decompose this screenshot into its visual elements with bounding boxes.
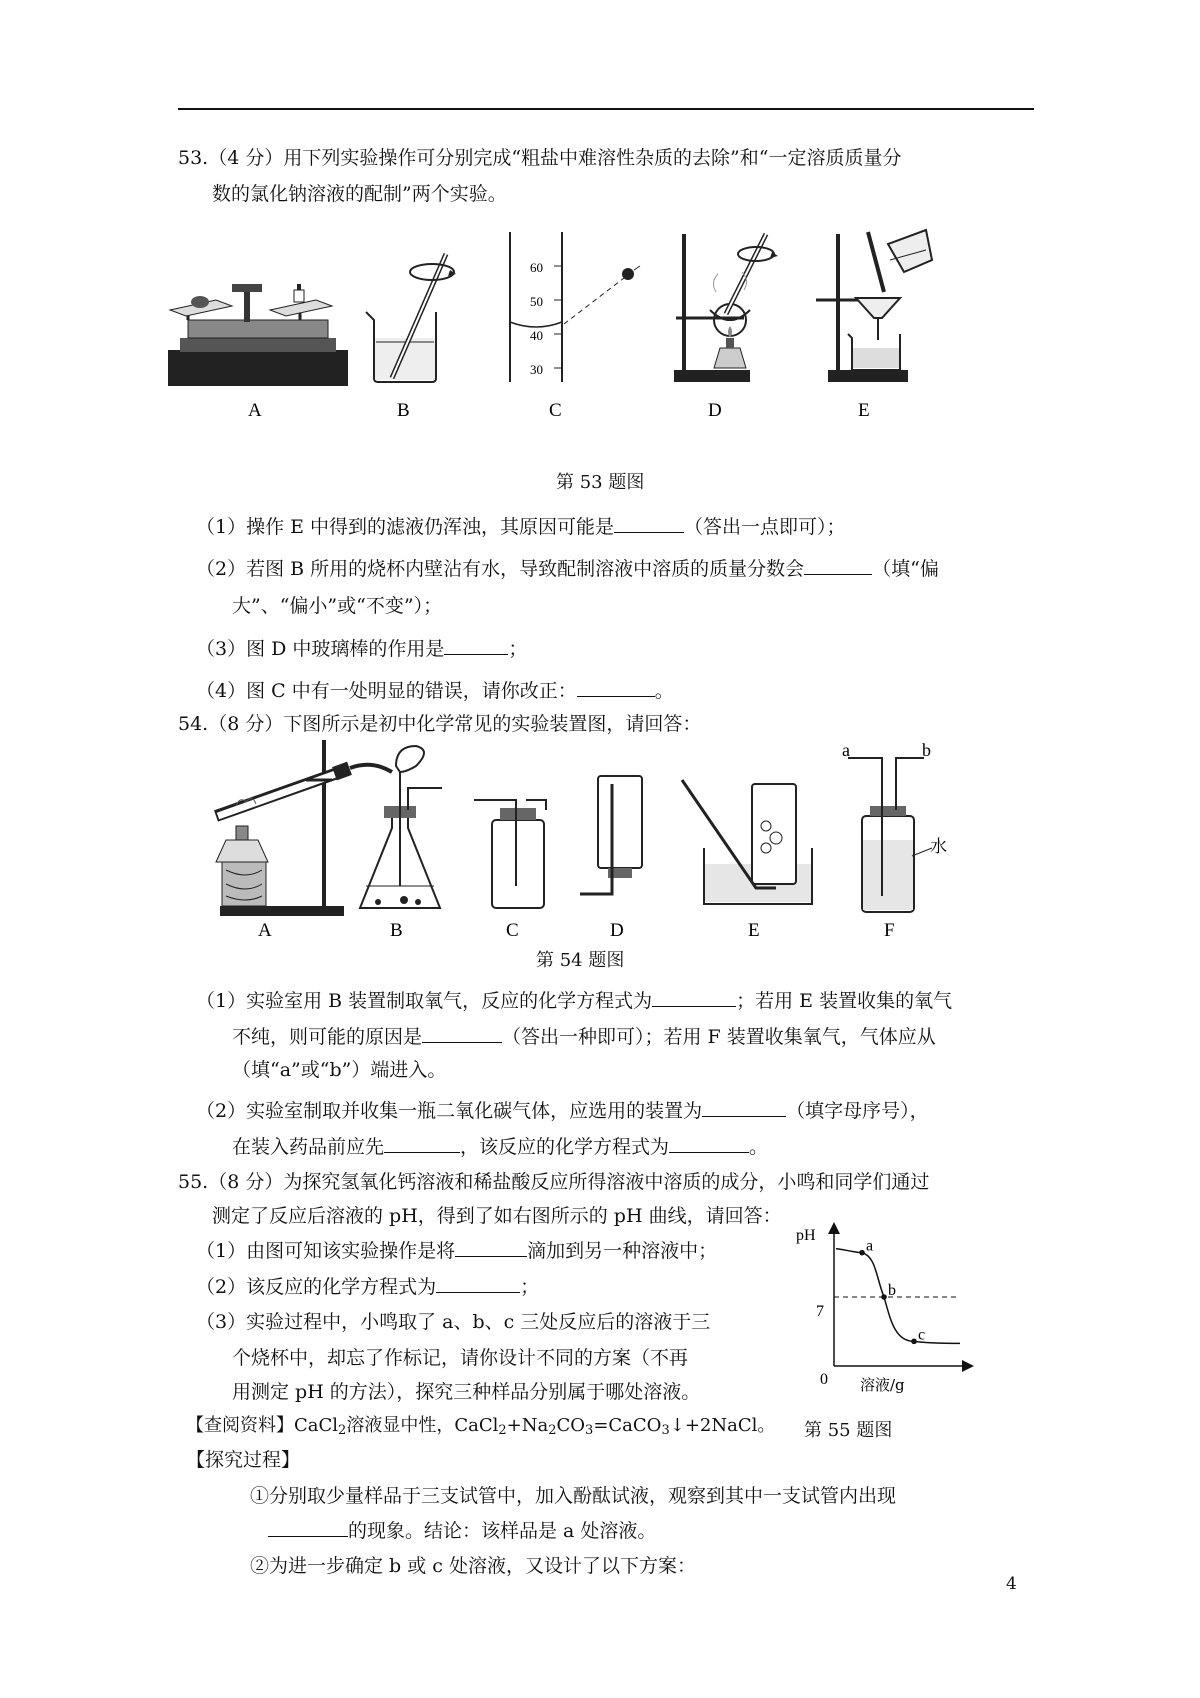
answer-blank[interactable] (669, 1134, 749, 1153)
cylinder-tick-30: 30 (530, 362, 543, 377)
answer-blank[interactable] (384, 1134, 460, 1153)
answer-blank[interactable] (577, 678, 655, 697)
q55-subq-2-text: （2）该反应的化学方程式为 (196, 1276, 437, 1298)
q54-label-e: E (748, 920, 760, 941)
q53-subq-4-tail: 。 (654, 680, 674, 702)
answer-blank[interactable] (455, 1238, 527, 1257)
cylinder-tick-50: 50 (530, 294, 543, 309)
q53-label-e: E (858, 400, 870, 421)
q53-subq-2-text: （2）若图 B 所用的烧杯内壁沾有水，导致配制溶液中溶质的质量分数会 (196, 558, 805, 580)
q55-intro-line-2: 测定了反应后溶液的 pH，得到了如右图所示的 pH 曲线，请回答： (212, 1205, 782, 1227)
q55-subq-1-tail: 滴加到另一种溶液中； (527, 1240, 718, 1262)
beaker-stir-figure-b (366, 254, 456, 382)
q54-subq-2-tail-2: 。 (749, 1136, 769, 1158)
ref-text: CaCl (294, 1415, 339, 1436)
q54-label-d: D (610, 920, 624, 941)
q54-label-a: A (258, 920, 272, 941)
q55-subq-2-tail: ； (520, 1276, 540, 1298)
q54-subq-2 (196, 1098, 929, 1123)
ph-chart (790, 1216, 1000, 1406)
ph-point-a (859, 1250, 865, 1256)
procedure-step-1-tail: 的现象。结论：该样品是 a 处溶液。 (348, 1520, 657, 1542)
answer-blank[interactable] (614, 514, 684, 533)
q53-subq-1-tail: （答出一点即可）； (684, 516, 846, 538)
balance-figure-a (168, 284, 348, 386)
y-tick-7: 7 (816, 1303, 824, 1320)
filtration-figure-e (816, 230, 932, 382)
procedure-step-1-line-2 (268, 1518, 656, 1543)
q54-label-b: B (390, 920, 403, 941)
ref-sub: 3 (585, 1423, 594, 1438)
q54-subq-1-line-2 (232, 1024, 936, 1049)
ref-text: ↓+2NaCl。 (669, 1415, 776, 1436)
q53-subq-1 (196, 514, 846, 539)
q54-subq-2-text: （2）实验室制取并收集一瓶二氧化碳气体，应选用的装置为 (196, 1100, 703, 1122)
wash-bottle-figure-f (842, 740, 947, 912)
q53-subq-1-text: （1）操作 E 中得到的滤液仍浑浊，其原因可能是 (196, 516, 615, 538)
q53-subq-3 (196, 636, 527, 661)
q54-intro: 54.（8 分）下图所示是初中化学常见的实验装置图，请回答： (178, 713, 702, 735)
q55-subq-1-text: （1）由图可知该实验操作是将 (196, 1240, 456, 1262)
q54-subq-1-line-3: （填“a”或“b”）端进入。 (232, 1059, 447, 1081)
q55-subq-3-line-3: 用测定 pH 的方法），探究三种样品分别属于哪处溶液。 (232, 1381, 701, 1403)
procedure-heading: 【探究过程】 (186, 1449, 301, 1471)
ref-sub: 3 (661, 1423, 670, 1438)
heating-apparatus-figure-a (216, 740, 392, 916)
cylinder-tick-40: 40 (530, 328, 543, 343)
origin-label: 0 (820, 1371, 828, 1388)
q54-label-f: F (884, 920, 895, 941)
q53-label-b: B (397, 400, 410, 421)
q55-reference (186, 1414, 775, 1443)
ph-point-label-b: b (888, 1282, 896, 1299)
q53-subq-2-tail: （填“偏 (872, 558, 939, 580)
procedure-step-1: ①分别取少量样品于三支试管中，加入酚酞试液，观察到其中一支试管内出现 (250, 1485, 897, 1507)
q53-subq-3-tail: ； (508, 638, 528, 660)
water-trough-figure-e (682, 780, 812, 904)
q54-subq-2-tail: （填字母序号）， (786, 1100, 929, 1122)
q55-subq-3-line-2: 个烧杯中，却忘了作标记，请你设计不同的方案（不再 (232, 1347, 689, 1369)
page-number: 4 (1006, 1574, 1017, 1594)
q54-subq-2-mid-2: ，该反应的化学方程式为 (460, 1136, 670, 1158)
q54-figure (196, 736, 1036, 942)
q55-chart-caption: 第 55 题图 (804, 1420, 893, 1441)
q53-subq-4-text: （4）图 C 中有一处明显的错误，请你改正： (196, 680, 577, 702)
q53-intro-line-1: 53.（4 分）用下列实验操作可分别完成“粗盐中难溶性杂质的去除”和“一定溶质质量分 (178, 147, 902, 169)
q53-caption: 第 53 题图 (556, 472, 645, 493)
gas-bottle-figure-d (580, 776, 642, 894)
q53-subq-4 (196, 678, 674, 703)
ref-sub: 2 (498, 1423, 507, 1438)
answer-blank[interactable] (436, 1274, 520, 1293)
q53-figure (160, 220, 1040, 460)
answer-blank[interactable] (652, 988, 736, 1007)
q55-intro-line-1: 55.（8 分）为探究氢氧化钙溶液和稀盐酸反应所得溶液中溶质的成分，小鸣和同学们通过 (178, 1171, 930, 1193)
answer-blank[interactable] (268, 1518, 348, 1537)
answer-blank[interactable] (444, 636, 508, 655)
ref-text: CO (556, 1415, 586, 1436)
ref-text: =CaCO (593, 1415, 662, 1436)
procedure-step-2: ②为进一步确定 b 或 c 处溶液，又设计了以下方案： (250, 1555, 696, 1577)
ref-text: 溶液显中性，CaCl (346, 1415, 499, 1436)
q54-caption: 第 54 题图 (536, 950, 625, 971)
answer-blank[interactable] (422, 1024, 502, 1043)
ph-point-b (881, 1294, 887, 1300)
x-axis-label: 溶液/g (860, 1376, 905, 1394)
q53-label-d: D (708, 400, 722, 421)
q54-subq-1-text-2: 不纯，则可能的原因是 (232, 1026, 423, 1048)
q53-label-a: A (248, 400, 262, 421)
conical-flask-figure-b (360, 746, 442, 908)
evaporation-figure-d (674, 234, 778, 382)
q54-subq-2-line-2 (232, 1134, 768, 1159)
ph-points (859, 1238, 925, 1345)
ph-point-label-c: c (918, 1326, 926, 1344)
answer-blank[interactable] (702, 1098, 786, 1117)
q53-label-c: C (549, 400, 562, 421)
ref-text: +Na (506, 1415, 549, 1436)
q55-subq-2 (196, 1274, 539, 1299)
ph-point-label-a: a (866, 1237, 874, 1255)
q54-subq-1-tail-2: （答出一种即可）；若用 F 装置收集氧气，气体应从 (502, 1026, 936, 1048)
ph-curve (836, 1249, 960, 1344)
header-rule (178, 108, 1034, 110)
q53-subq-3-text: （3）图 D 中玻璃棒的作用是 (196, 638, 445, 660)
q54-subq-1-mid: ；若用 E 装置收集的氧气 (736, 990, 953, 1012)
ref-sub: 2 (338, 1423, 347, 1438)
q53-subq-2-cont: 大”、“偏小”或“不变”）； (232, 595, 443, 617)
gas-bottle-figure-c (474, 800, 546, 908)
q54-subq-1-text: （1）实验室用 B 装置制取氧气，反应的化学方程式为 (196, 990, 653, 1012)
cylinder-tick-60: 60 (530, 260, 543, 275)
q54-subq-1 (196, 988, 952, 1013)
q55-subq-1 (196, 1238, 717, 1263)
q54-label-c: C (506, 920, 519, 941)
port-b-label: b (922, 740, 931, 760)
q54-subq-2-text-2: 在装入药品前应先 (232, 1136, 385, 1158)
ref-sub: 2 (548, 1423, 557, 1438)
answer-blank[interactable] (804, 556, 872, 575)
q53-subq-2 (196, 556, 939, 581)
cylinder-reading-figure-c (510, 232, 640, 382)
q53-intro-line-2: 数的氯化钠溶液的配制”两个实验。 (212, 183, 507, 205)
ph-point-c (911, 1339, 917, 1345)
reference-heading: 【查阅资料】 (186, 1415, 294, 1436)
y-axis-label: pH (796, 1227, 816, 1244)
q55-subq-3: （3）实验过程中，小鸣取了 a、b、c 三处反应后的溶液于三 (196, 1311, 711, 1333)
port-a-label: a (842, 740, 850, 760)
water-label: 水 (930, 837, 947, 857)
